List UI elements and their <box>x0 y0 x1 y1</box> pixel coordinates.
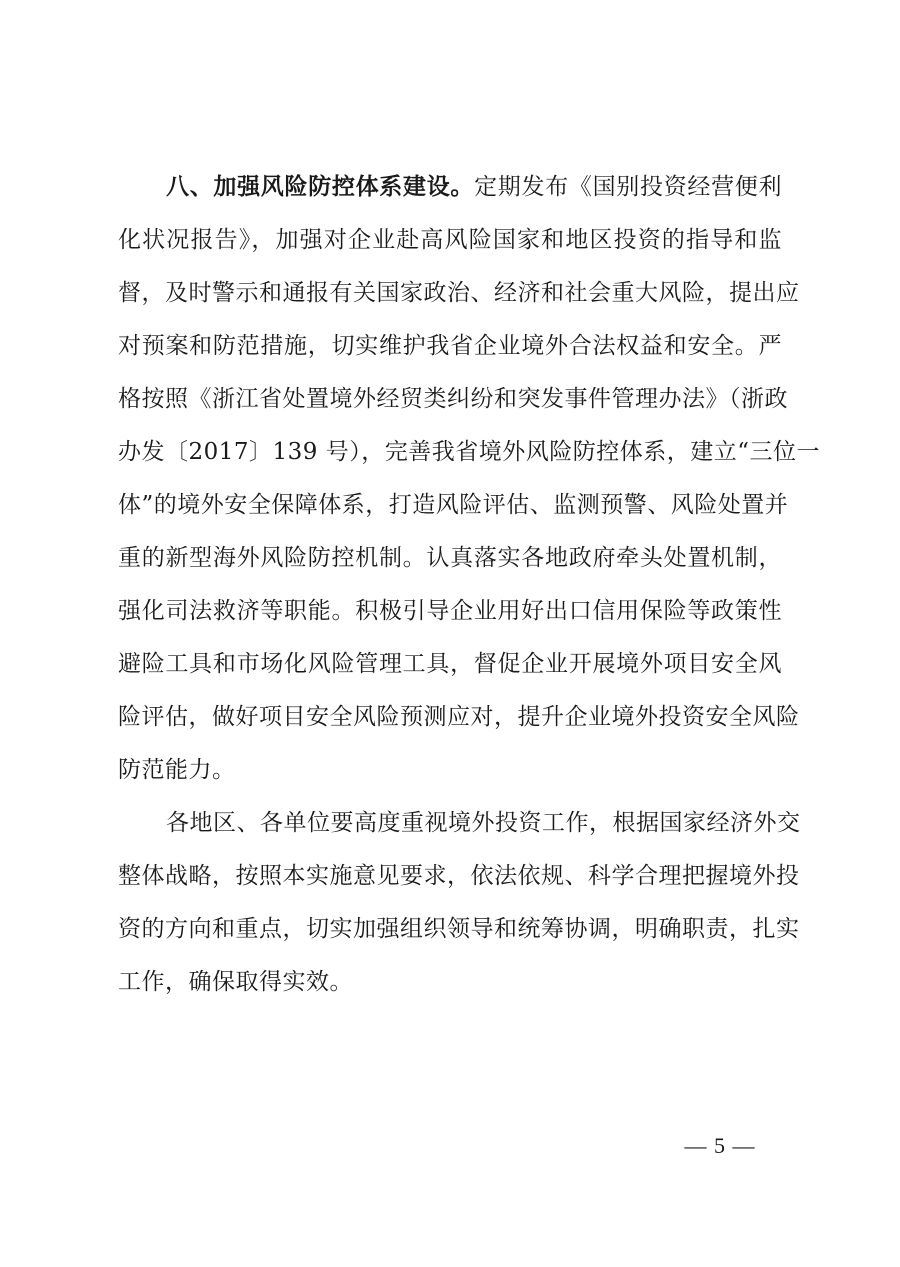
paragraph-1-line-3: 督，及时警示和通报有关国家政治、经济和社会重大风险，提出应 <box>118 280 800 306</box>
section-heading: 八、加强风险防控体系建设。 <box>166 174 475 200</box>
paragraph-2-line-3: 资的方向和重点，切实加强组织领导和统筹协调，明确职责，扎实 <box>118 916 800 942</box>
paragraph-1-line-6: 办发〔2017〕139 号），完善我省境外风险防控体系，建立“三位一 <box>118 439 821 465</box>
paragraph-1-line-8: 重的新型海外风险防控机制。认真落实各地政府牵头处置机制， <box>118 545 782 571</box>
paragraph-1-line-12: 防范能力。 <box>118 757 236 783</box>
paragraph-1-line-1 <box>118 161 782 214</box>
paragraph-1-line-11: 险评估，做好项目安全风险预测应对，提升企业境外投资安全风险 <box>118 704 800 730</box>
paragraph-2-line-1: 各地区、各单位要高度重视境外投资工作，根据国家经济外交 <box>166 810 801 836</box>
paragraph-1-line-5: 格按照《浙江省处置境外经贸类纠纷和突发事件管理办法》（浙政 <box>118 386 788 412</box>
document-body <box>118 161 821 1009</box>
paragraph-1-line-7: 体”的境外安全保障体系，打造风险评估、监测预警、风险处置并 <box>118 492 789 518</box>
paragraph-2-line-4: 工作，确保取得实效。 <box>118 969 353 995</box>
paragraph-1-line-10: 避险工具和市场化风险管理工具，督促企业开展境外项目安全风 <box>118 651 782 677</box>
paragraph-1-line-9: 强化司法救济等职能。积极引导企业用好出口信用保险等政策性 <box>118 598 782 624</box>
paragraph-1-line-2: 化状况报告》，加强对企业赴高风险国家和地区投资的指导和监 <box>118 227 782 253</box>
paragraph-2-line-2: 整体战略，按照本实施意见要求，依法依规、科学合理把握境外投 <box>118 863 800 889</box>
page-number: — 5 — <box>684 1133 756 1158</box>
paragraph-1-text: 定期发布《国别投资经营便利 <box>474 174 783 200</box>
paragraph-1-line-4: 对预案和防范措施，切实维护我省企业境外合法权益和安全。严 <box>118 333 782 359</box>
